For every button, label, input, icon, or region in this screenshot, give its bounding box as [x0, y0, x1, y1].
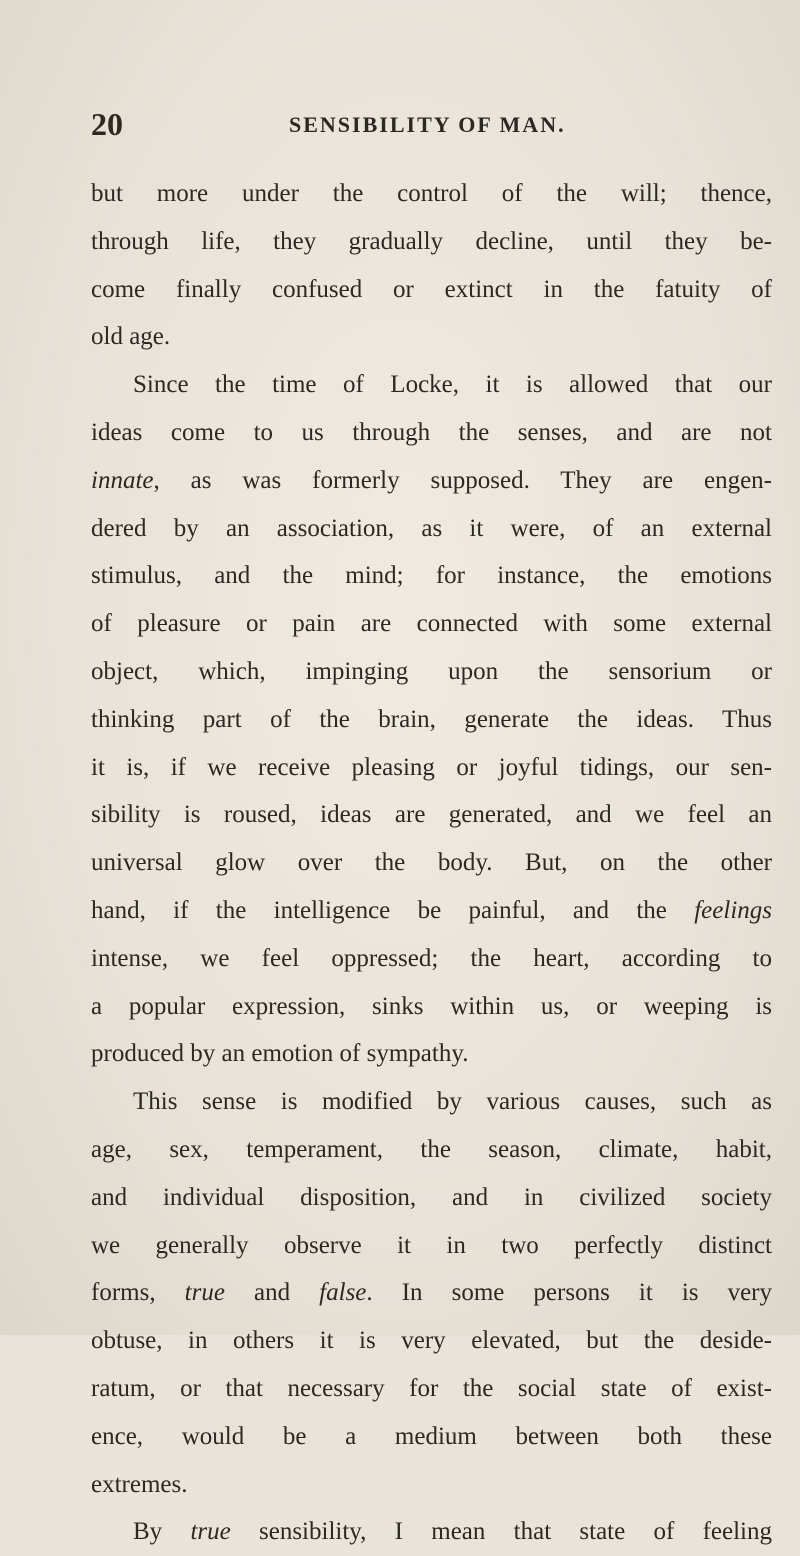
text-line: intense, we feel oppressed; the heart, according to: [91, 944, 772, 972]
text-line: produced by an emotion of sympathy.: [91, 1040, 469, 1068]
text-line: old age.: [91, 323, 171, 351]
text-line: thinking part of the brain, generate the ideas. Thus: [91, 705, 772, 733]
text-line: By true sensibility, I mean that state of feeling: [133, 1518, 772, 1546]
text-line: of pleasure or pain are connected with some external: [91, 610, 772, 638]
text-line: come finally confused or extinct in the fatuity of: [91, 275, 772, 303]
page-header: [91, 106, 731, 146]
text-line: a popular expression, sinks within us, or weeping is: [91, 992, 772, 1020]
text-line: ideas come to us through the senses, and are not: [91, 418, 772, 446]
text-line: ratum, or that necessary for the social state of exist-: [91, 1374, 772, 1402]
text-line: sibility is roused, ideas are generated, and we feel an: [91, 801, 772, 829]
text-line: hand, if the intelligence be painful, and the feelings: [91, 896, 772, 924]
text-line: forms, true and false. In some persons it is very: [91, 1279, 772, 1307]
text-line: and individual disposition, and in civilized society: [91, 1183, 772, 1211]
text-line: dered by an association, as it were, of an external: [91, 514, 772, 542]
text-line: universal glow over the body. But, on the other: [91, 849, 772, 877]
text-line: stimulus, and the mind; for instance, the emotions: [91, 562, 772, 590]
body-text: [91, 170, 772, 1556]
text-line: innate, as was formerly supposed. They are engen-: [91, 466, 772, 494]
text-line: we generally observe it in two perfectly distinct: [91, 1231, 772, 1259]
text-line: it is, if we receive pleasing or joyful tidings, our sen-: [91, 753, 772, 781]
text-line: extremes.: [91, 1470, 188, 1498]
text-line: through life, they gradually decline, until they be-: [91, 227, 772, 255]
text-line: obtuse, in others it is very elevated, but the deside-: [91, 1327, 772, 1355]
text-line: ence, would be a medium between both these: [91, 1422, 772, 1450]
text-line: but more under the control of the will; thence,: [91, 180, 772, 207]
running-head: SENSIBILITY OF MAN.: [289, 112, 566, 137]
text-line: age, sex, temperament, the season, climate, habit,: [91, 1135, 772, 1163]
text-line: This sense is modified by various causes, such as: [133, 1088, 772, 1116]
page-number: 20: [91, 106, 123, 142]
text-line: object, which, impinging upon the sensorium or: [91, 657, 772, 685]
text-line: Since the time of Locke, it is allowed that our: [133, 371, 772, 399]
